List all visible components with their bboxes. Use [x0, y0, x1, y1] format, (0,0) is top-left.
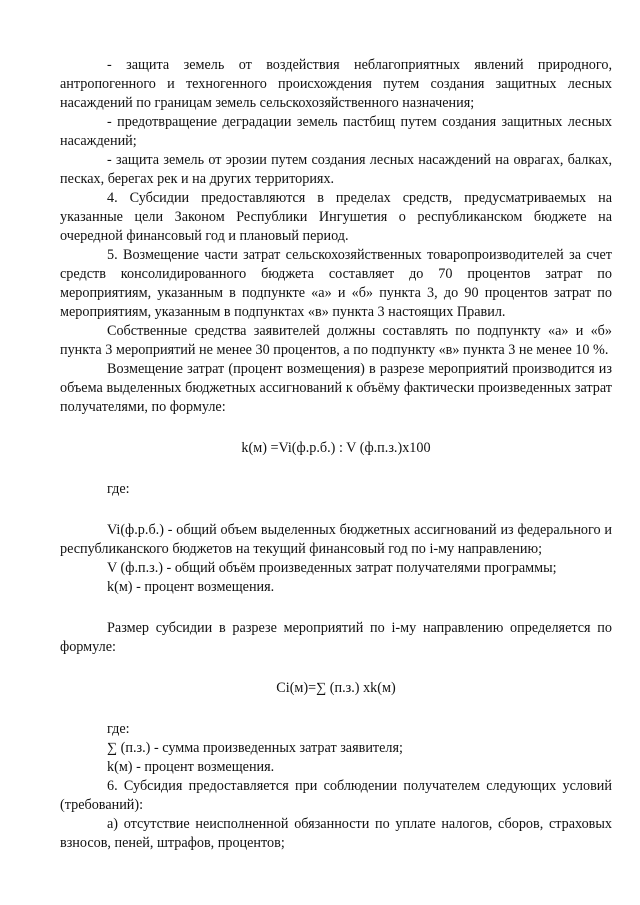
formula-subsidy: Ci(м)=∑ (п.з.) хk(м): [276, 680, 396, 696]
paragraph-reimbursement: Возмещение затрат (процент возмещения) в разрезе мероприятий производится из объема выделенных бюджетных ассигнований к объёму фактически произведенных затрат получателями, по формуле:: [60, 361, 612, 415]
paragraph-subsidy-size: Размер субсидии в разрезе мероприятий по i-му направлению определяется по формуле:: [60, 620, 612, 655]
formula-reimbursement: k(м) =Vi(ф.р.б.) : V (ф.п.з.)х100: [241, 440, 431, 456]
where-label-2: где:: [107, 721, 130, 737]
paragraph-item-5: 5. Возмещение части затрат сельскохозяйственных товаропроизводителей за счет средств консолидированного бюджета составляет до 70 процентов затрат по мероприятиям, указанным в подпункте «а» и «б» пункта 3, до 90 процентов затрат по мероприятиям, указанным в подпунктах «в» пункта 3 настоящих Правил.: [60, 247, 612, 320]
definition-sum: ∑ (п.з.) - сумма произведенных затрат заявителя;: [107, 740, 403, 756]
paragraph-own-funds: Собственные средства заявителей должны составлять по подпункту «а» и «б» пункта 3 мероприятий не менее 30 процентов, а по подпункту «в» пункта 3 не менее 10 %.: [60, 323, 612, 358]
definition-k: k(м) - процент возмещения.: [107, 579, 275, 595]
paragraph-item-4: 4. Субсидии предоставляются в пределах средств, предусматриваемых на указанные цели Законом Республики Ингушетия о республиканском бюджете на очередной финансовый год и плановый период.: [60, 190, 612, 244]
paragraph-condition-a: а) отсутствие неисполненной обязанности по уплате налогов, сборов, страховых взносов, пеней, штрафов, процентов;: [60, 816, 612, 851]
paragraph-land-protection: - защита земель от воздействия неблагоприятных явлений природного, антропогенного и техногенного происхождения путем создания защитных лесных насаждений по границам земель сельскохозяйственного назначения;: [60, 57, 612, 111]
definition-vi: Vi(ф.р.б.) - общий объем выделенных бюджетных ассигнований из федерального и республиканского бюджетов на текущий финансовый год по i-му направлению;: [60, 522, 612, 557]
definition-v: V (ф.п.з.) - общий объём произведенных затрат получателями программы;: [107, 560, 557, 576]
paragraph-pasture-degradation: - предотвращение деградации земель пастбищ путем создания защитных лесных насаждений;: [60, 114, 612, 149]
paragraph-item-6: 6. Субсидия предоставляется при соблюдении получателем следующих условий (требований):: [60, 778, 612, 813]
document-page: [60, 56, 612, 853]
paragraph-erosion-protection: - защита земель от эрозии путем создания лесных насаждений на оврагах, балках, песках, берегах рек и на других территориях.: [60, 152, 612, 187]
definition-k-2: k(м) - процент возмещения.: [107, 759, 275, 775]
where-label: где:: [107, 481, 130, 497]
